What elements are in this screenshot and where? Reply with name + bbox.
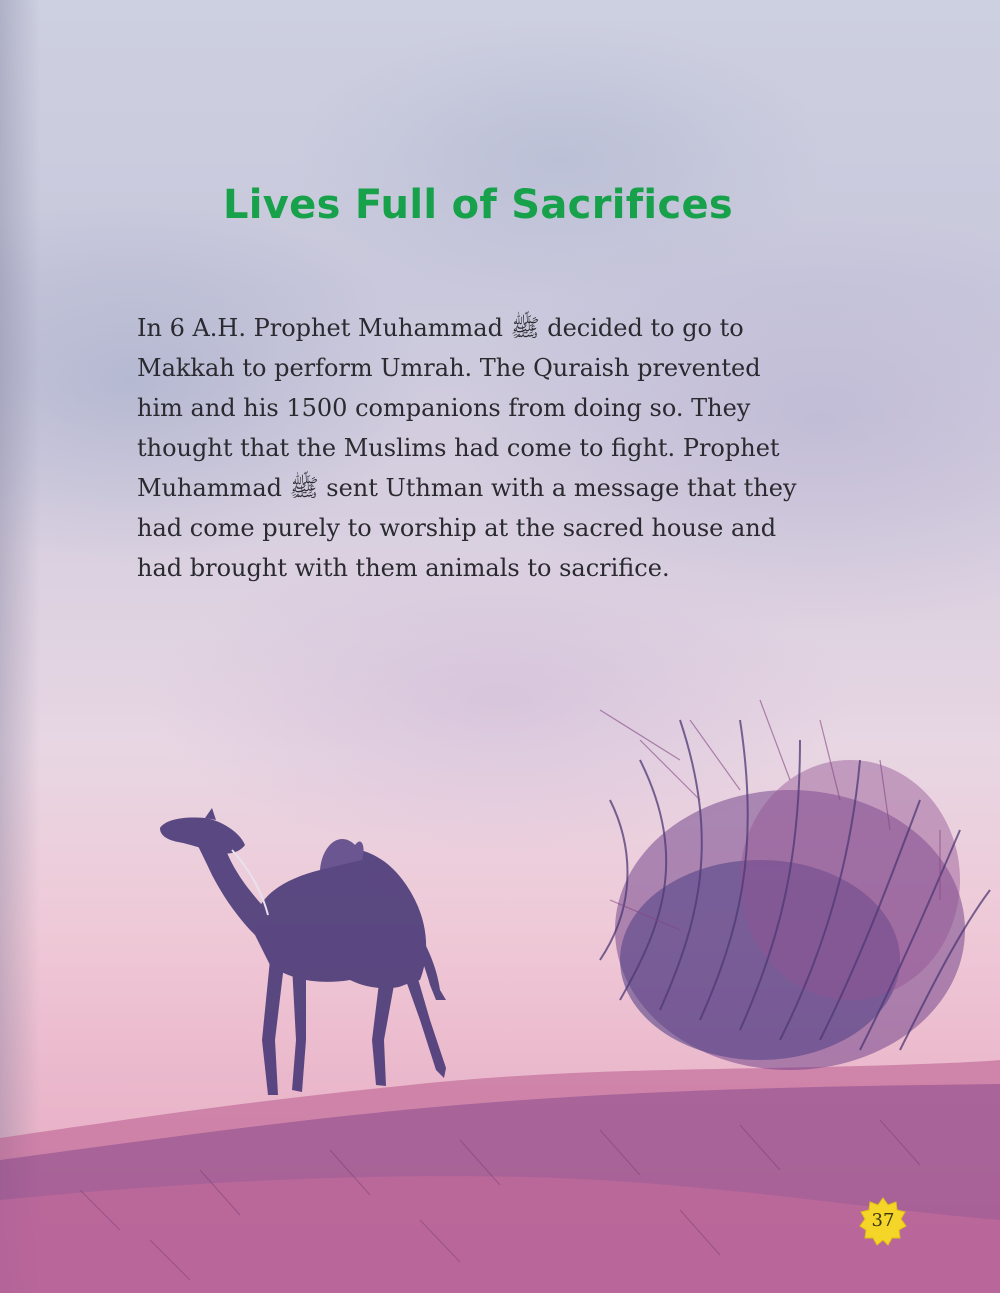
page-number-badge bbox=[858, 1196, 908, 1246]
desert-bush-icon bbox=[600, 700, 990, 1070]
paragraph-line: him and his 1500 companions from doing so. They bbox=[137, 394, 751, 422]
page-title: Lives Full of Sacrifices bbox=[222, 182, 733, 228]
story-paragraph bbox=[137, 308, 827, 588]
paragraph-line: Muhammad ﷺ sent Uthman with a message that they bbox=[137, 474, 797, 502]
paragraph-line: Makkah to perform Umrah. The Quraish prevented bbox=[137, 354, 761, 382]
camel-icon bbox=[160, 808, 446, 1095]
paragraph-line: In 6 A.H. Prophet Muhammad ﷺ decided to go to bbox=[137, 314, 744, 342]
paragraph-line: had brought with them animals to sacrifice. bbox=[137, 554, 670, 582]
paragraph-line: had come purely to worship at the sacred house and bbox=[137, 514, 777, 542]
page-number: 37 bbox=[871, 1210, 895, 1231]
paragraph-line: thought that the Muslims had come to fight. Prophet bbox=[137, 434, 780, 462]
